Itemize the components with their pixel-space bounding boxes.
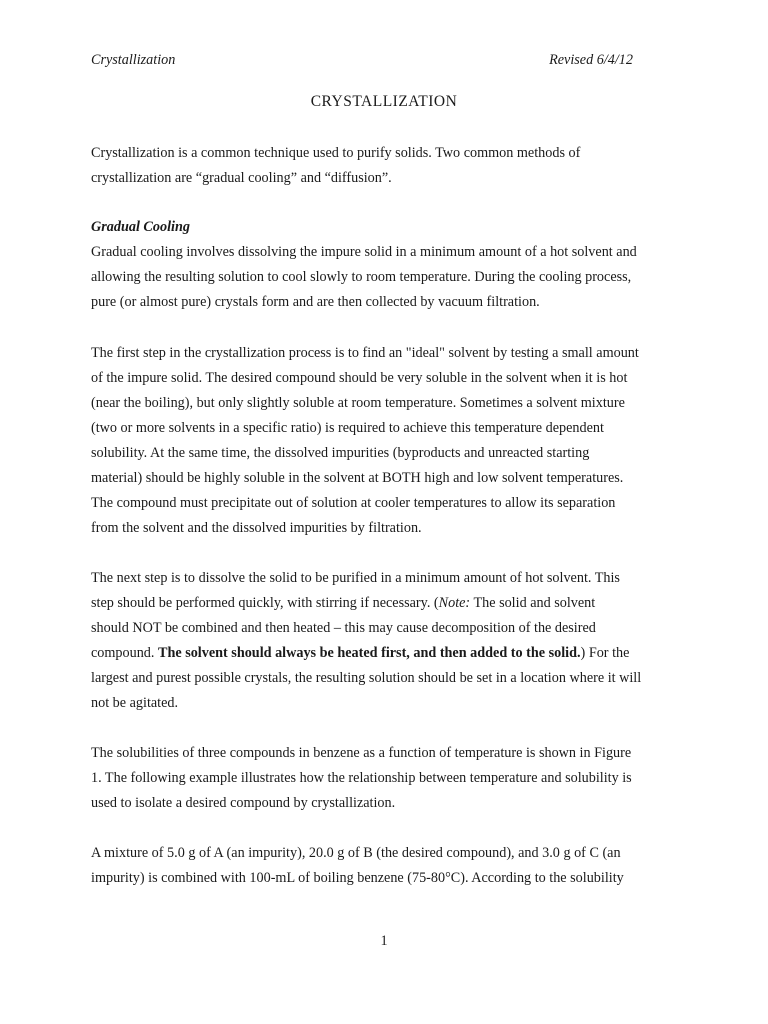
paragraph-line: 1. The following example illustrates how the relationship between temperature and solubility is	[91, 770, 632, 786]
paragraph-line: (two or more solvents in a specific ratio) is required to achieve this temperature dependent	[91, 420, 604, 436]
page-number: 1	[380, 933, 388, 949]
paragraph-line: largest and purest possible crystals, the resulting solution should be set in a location where it will	[91, 670, 642, 686]
document-title: CRYSTALLIZATION	[310, 93, 458, 110]
header-revision-date: Revised 6/4/12	[549, 52, 633, 68]
text-run: ) For the	[580, 645, 630, 661]
dissolving-paragraph	[91, 566, 691, 716]
text-run: compound.	[91, 645, 158, 661]
paragraph-line: not be agitated.	[91, 695, 179, 711]
paragraph-line: from the solvent and the dissolved impurities by filtration.	[91, 520, 422, 536]
paragraph-line: The first step in the crystallization process is to find an "ideal" solvent by testing a small amount	[91, 345, 639, 361]
paragraph-line: material) should be highly soluble in the solvent at BOTH high and low solvent temperatures.	[91, 470, 624, 486]
solubility-figure-paragraph	[91, 741, 691, 816]
intro-line: Crystallization is a common technique used to purify solids. Two common methods of	[91, 145, 581, 161]
paragraph-line: (near the boiling), but only slightly soluble at room temperature. Sometimes a solvent mixture	[91, 395, 625, 411]
paragraph-line: allowing the resulting solution to cool slowly to room temperature. During the cooling process,	[91, 269, 632, 285]
paragraph-line	[91, 641, 691, 666]
intro-line: crystallization are “gradual cooling” and “diffusion”.	[91, 170, 392, 186]
paragraph-line: impurity) is combined with 100-mL of boiling benzene (75-80°C). According to the solubility	[91, 870, 624, 886]
note-label: Note:	[438, 595, 471, 611]
paragraph-line: used to isolate a desired compound by crystallization.	[91, 795, 396, 811]
section-heading-gradual-cooling: Gradual Cooling	[91, 219, 190, 235]
intro-paragraph	[91, 141, 691, 191]
paragraph-line	[91, 591, 691, 616]
paragraph-line: A mixture of 5.0 g of A (an impurity), 20.0 g of B (the desired compound), and 3.0 g of C (an	[91, 845, 621, 861]
paragraph-line: The compound must precipitate out of solution at cooler temperatures to allow its separation	[91, 495, 616, 511]
header-document-name: Crystallization	[91, 52, 176, 68]
running-header	[91, 48, 633, 73]
paragraph-line: should NOT be combined and then heated – this may cause decomposition of the desired	[91, 620, 596, 636]
bold-warning-text: The solvent should always be heated first, and then added to the solid.	[158, 645, 581, 661]
paragraph-line: pure (or almost pure) crystals form and are then collected by vacuum filtration.	[91, 294, 540, 310]
paragraph-line: The next step is to dissolve the solid to be purified in a minimum amount of hot solvent. This	[91, 570, 620, 586]
paragraph-line: of the impure solid. The desired compound should be very soluble in the solvent when it is hot	[91, 370, 628, 386]
gradual-cooling-section	[91, 215, 691, 315]
solvent-selection-paragraph	[91, 341, 691, 541]
paragraph-line: solubility. At the same time, the dissolved impurities (byproducts and unreacted starting	[91, 445, 590, 461]
text-run: step should be performed quickly, with stirring if necessary. (	[91, 595, 439, 611]
paragraph-line: Gradual cooling involves dissolving the impure solid in a minimum amount of a hot solvent and	[91, 244, 637, 260]
mixture-example-paragraph	[91, 841, 691, 891]
text-run: The solid and solvent	[470, 595, 596, 611]
paragraph-line: The solubilities of three compounds in benzene as a function of temperature is shown in Figure	[91, 745, 632, 761]
